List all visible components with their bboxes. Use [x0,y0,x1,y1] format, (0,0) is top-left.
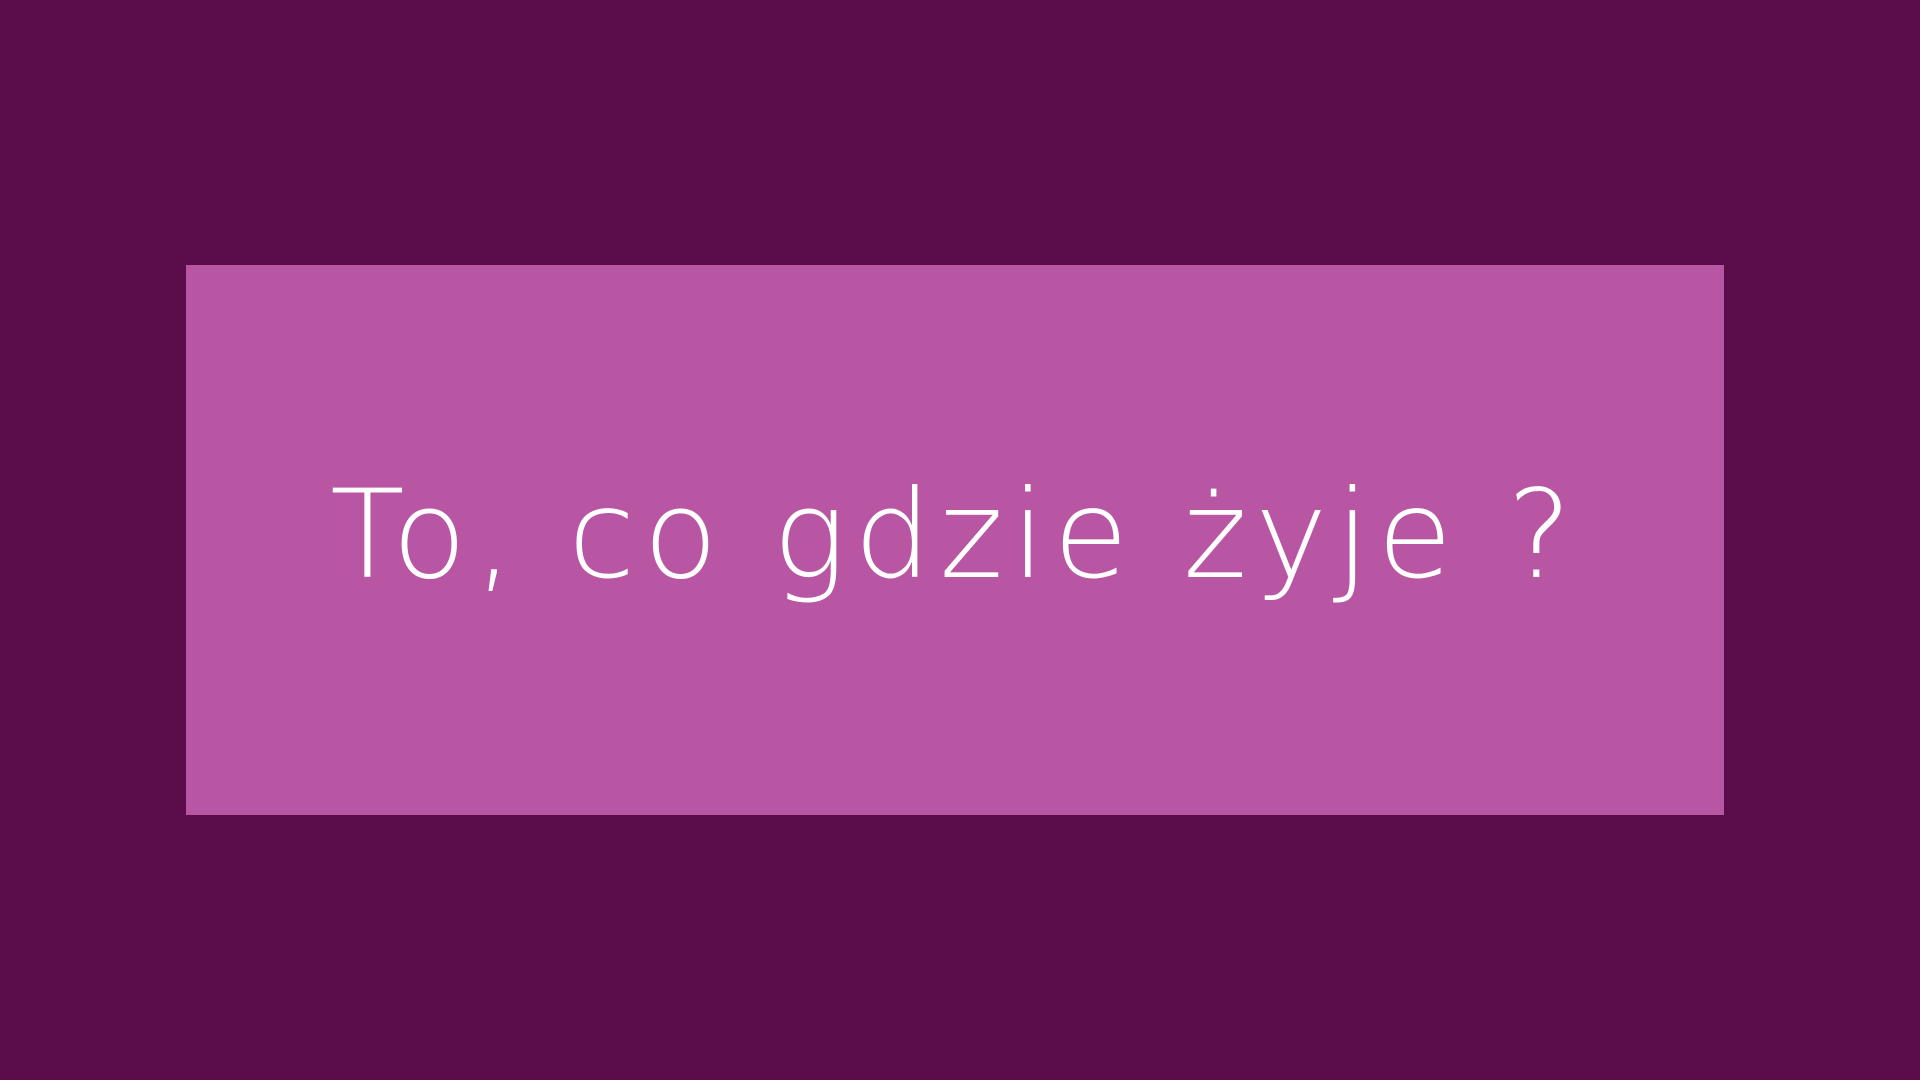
slide-title: To, co gdzie żyje ? [330,464,1580,606]
title-panel [186,265,1724,815]
